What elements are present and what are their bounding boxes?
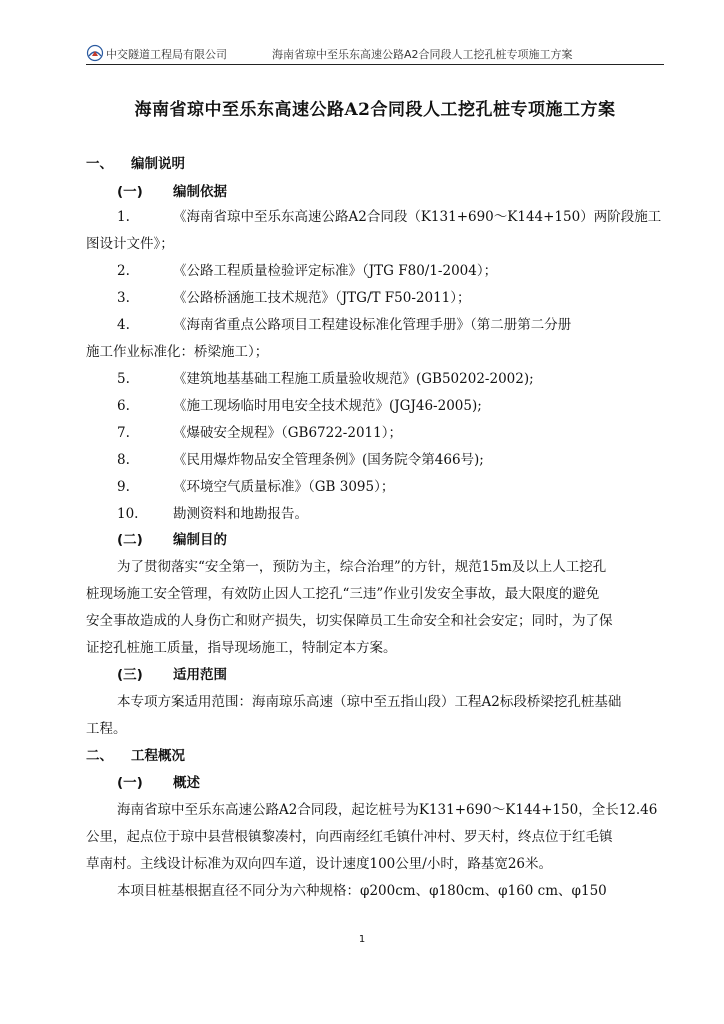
paragraph-line: 海南省琼中至乐东高速公路A2合同段，起讫桩号为K131+690～K144+150，全长12.46: [117, 802, 658, 818]
paragraph-line: 桩现场施工安全管理，有效防止因人工挖孔“三违”作业引发安全事故，最大限度的避免: [86, 586, 600, 602]
list-item-text: 《公路桥涵施工技术规范》（JTG/T F50-2011）；: [173, 290, 471, 306]
subsection-1-3-heading: 适用范围: [173, 667, 227, 683]
paragraph-line: 为了贯彻落实“安全第一，预防为主，综合治理”的方针，规范15m及以上人工挖孔: [117, 559, 607, 575]
subsection-1-2-number: (二): [117, 532, 143, 548]
list-item-number: 9.: [117, 479, 130, 495]
list-item-number: 1.: [117, 209, 130, 225]
subsection-2-1-number: (一): [117, 775, 143, 791]
page-header: [86, 44, 664, 64]
list-item-number: 3.: [117, 290, 130, 306]
section-2-number: 二、: [86, 748, 113, 764]
subsection-1-1-number: (一): [117, 184, 143, 200]
paragraph-line: 证挖孔桩施工质量，指导现场施工，特制定本方案。: [86, 640, 397, 656]
header-company: 中交隧道工程局有限公司: [106, 48, 227, 61]
paragraph-line: 公里，起点位于琼中县营根镇黎凑村，向西南经红毛镇什冲村、罗天村，终点位于红毛镇: [86, 829, 613, 845]
paragraph-line: 本专项方案适用范围：海南琼乐高速（琼中至五指山段）工程A2标段桥梁挖孔桩基础: [117, 694, 622, 710]
list-item-text: 《环境空气质量标准》（GB 3095）；: [173, 479, 395, 495]
list-item-text: 《爆破安全规程》（GB6722-2011）；: [173, 425, 402, 441]
list-item-number: 8.: [117, 452, 130, 468]
list-item-text: 《建筑地基基础工程施工质量验收规范》(GB50202-2002);: [173, 371, 534, 387]
subsection-1-2-heading: 编制目的: [173, 532, 227, 548]
header-doc-title: 海南省琼中至乐东高速公路A2合同段人工挖孔桩专项施工方案: [272, 48, 573, 61]
list-item-number: 2.: [117, 263, 130, 279]
list-item-text: 《海南省重点公路项目工程建设标准化管理手册》（第二册第二分册: [173, 317, 572, 333]
list-item-number: 7.: [117, 425, 130, 441]
list-item-number: 6.: [117, 398, 130, 414]
subsection-2-1-heading: 概述: [173, 775, 200, 791]
section-2-heading: 工程概况: [131, 748, 185, 764]
paragraph-line: 草南村。主线设计标准为双向四车道，设计速度100公里/小时，路基宽26米。: [86, 856, 552, 872]
company-logo-icon: [86, 44, 104, 62]
list-item-text: 《施工现场临时用电安全技术规范》(JGJ46-2005);: [173, 398, 482, 414]
list-item-number: 5.: [117, 371, 130, 387]
section-1-heading: 编制说明: [131, 156, 185, 172]
list-item-number: 4.: [117, 317, 130, 333]
list-item-continuation: 施工作业标准化：桥梁施工）；: [86, 344, 269, 360]
paragraph-line: 本项目桩基根据直径不同分为六种规格：φ200cm、φ180cm、φ160 cm、φ150: [117, 883, 607, 899]
list-item-text: 勘测资料和地勘报告。: [173, 506, 308, 522]
section-1-number: 一、: [86, 156, 113, 172]
header-rule: [86, 64, 664, 65]
paragraph-line: 安全事故造成的人身伤亡和财产损失，切实保障员工生命安全和社会安定；同时，为了保: [86, 613, 613, 629]
list-item-text: 《公路工程质量检验评定标准》（JTG F80/1-2004）；: [173, 263, 498, 279]
list-item-continuation: 图设计文件》；: [86, 236, 174, 252]
list-item-text: 《海南省琼中至乐东高速公路A2合同段（K131+690～K144+150）两阶段施工: [173, 209, 662, 225]
page-number: 1: [358, 934, 366, 945]
subsection-1-3-number: (三): [117, 667, 143, 683]
subsection-1-1-heading: 编制依据: [173, 184, 227, 200]
list-item-text: 《民用爆炸物品安全管理条例》(国务院令第466号);: [173, 452, 484, 468]
list-item-number: 10.: [117, 506, 139, 522]
page-title: 海南省琼中至乐东高速公路A2合同段人工挖孔桩专项施工方案: [134, 100, 616, 120]
paragraph-line: 工程。: [86, 721, 127, 737]
